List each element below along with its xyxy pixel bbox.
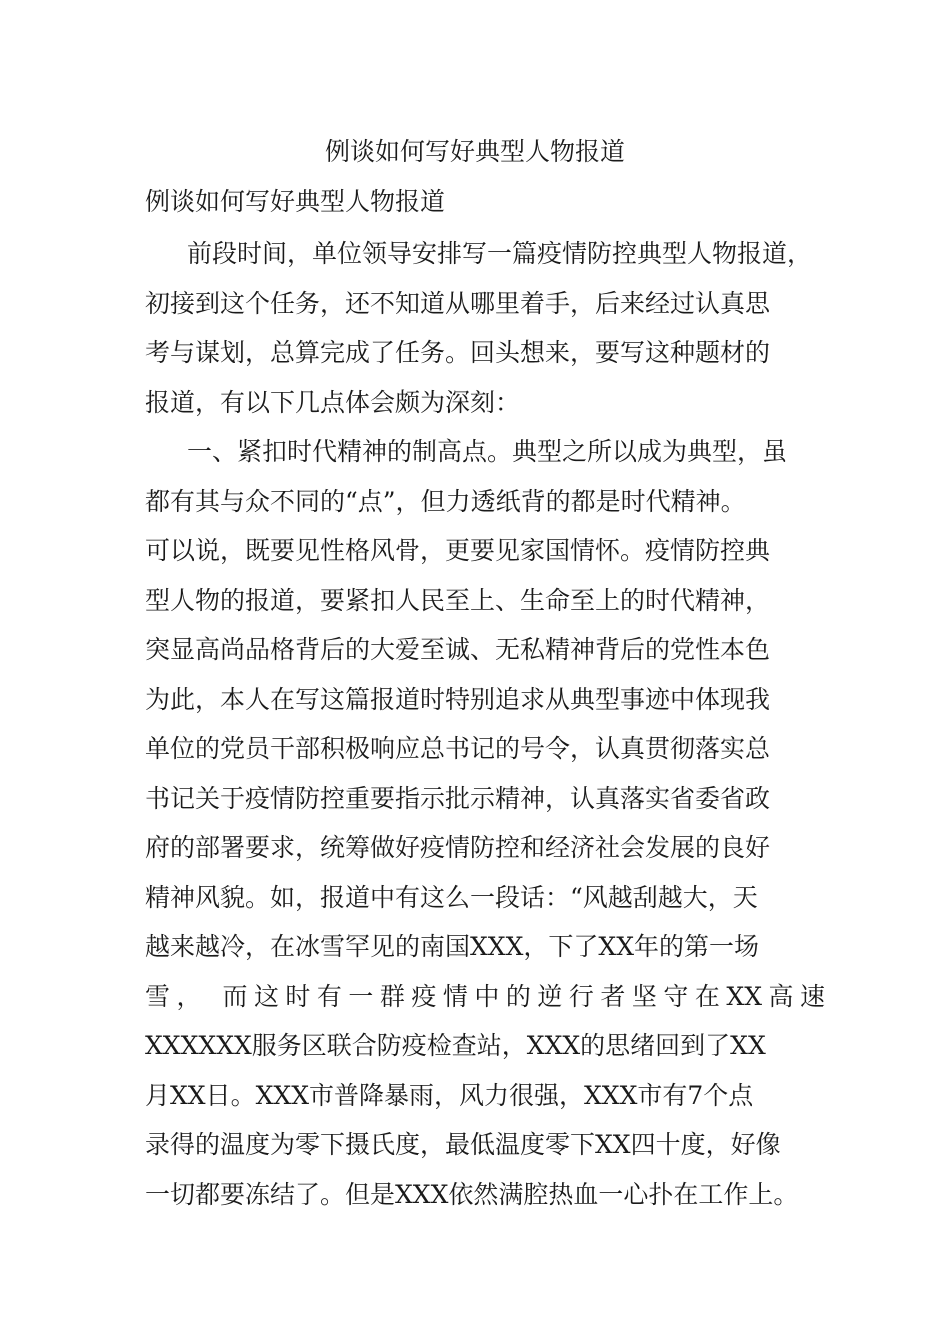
body-line: 月XX日。XXX市普降暴雨，风力很强，XXX市有7个点 xyxy=(145,1080,754,1110)
body-line: 型人物的报道，要紧扣人民至上、生命至上的时代精神， xyxy=(145,585,771,615)
body-line: 雪， 而这时有一群疫情中的逆行者坚守在XX高速 xyxy=(145,981,825,1011)
body-line: 精神风貌。如，报道中有这么一段话：“风越刮越大，天 xyxy=(145,882,758,912)
body-line: 一、紧扣时代精神的制高点。典型之所以成为典型，虽 xyxy=(187,437,788,466)
document-title: 例谈如何写好典型人物报道 xyxy=(324,137,625,166)
body-line: 越来越冷，在冰雪罕见的南国XXX，下了XX年的第一场 xyxy=(145,932,759,961)
document-subtitle: 例谈如何写好典型人物报道 xyxy=(145,187,446,216)
body-line: 报道，有以下几点体会颇为深刻： xyxy=(145,387,521,417)
body-line: 单位的党员干部积极响应总书记的号令，认真贯彻落实总 xyxy=(145,734,771,763)
body-line: XXXXXX服务区联合防疫检查站，XXX的思绪回到了XX xyxy=(145,1031,766,1060)
body-line: 府的部署要求，统筹做好疫情防控和经济社会发展的良好 xyxy=(145,833,771,862)
body-line: 可以说，既要见性格风骨，更要见家国情怀。疫情防控典 xyxy=(145,536,771,565)
body-line: 考与谋划，总算完成了任务。回头想来，要写这种题材的 xyxy=(145,338,771,367)
body-line: 录得的温度为零下摄氏度，最低温度零下XX四十度，好像 xyxy=(145,1130,781,1159)
body-line: 一切都要冻结了。但是XXX依然满腔热血一心扑在工作上。 xyxy=(145,1179,799,1209)
body-line: 前段时间，单位领导安排写一篇疫情防控典型人物报道， xyxy=(187,239,813,268)
body-line: 书记关于疫情防控重要指示批示精神，认真落实省委省政 xyxy=(145,783,771,813)
body-line: 都有其与众不同的“点”，但力透纸背的都是时代精神。 xyxy=(145,486,746,516)
document-body xyxy=(145,229,825,1219)
body-line: 为此，本人在写这篇报道时特别追求从典型事迹中体现我 xyxy=(145,684,771,714)
body-line: 初接到这个任务，还不知道从哪里着手，后来经过认真思 xyxy=(145,288,771,318)
body-line: 突显高尚品格背后的大爱至诚、无私精神背后的党性本色 xyxy=(145,635,771,664)
